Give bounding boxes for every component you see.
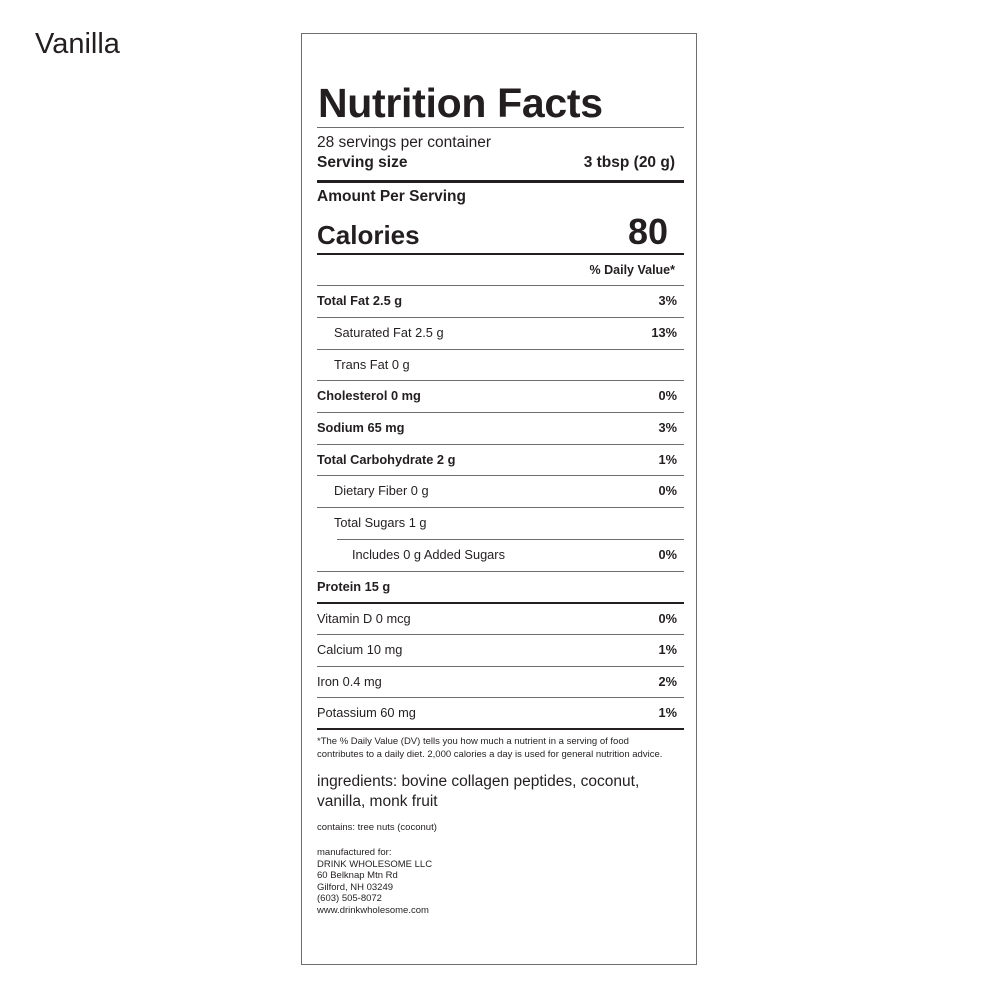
manufacturer-website: www.drinkwholesome.com (317, 904, 429, 916)
manufacturer-heading: manufactured for: (317, 847, 392, 858)
vitamin-name: Iron 0.4 mg (317, 674, 382, 689)
nutrient-name: Saturated Fat 2.5 g (334, 325, 444, 340)
serving-size-value: 3 tbsp (20 g) (583, 154, 675, 171)
nutrient-row-cholesterol (317, 381, 684, 412)
nutrient-row-total-sugars (317, 508, 684, 539)
manufacturer-name: DRINK WHOLESOME LLC (317, 858, 433, 870)
manufacturer-block (317, 847, 432, 916)
vitamin-row-iron (317, 667, 684, 698)
nutrient-row-total-carbohydrate (317, 445, 684, 476)
vitamin-row-potassium (317, 698, 684, 729)
nutrient-row-sodium (317, 413, 684, 444)
nutrient-name: Dietary Fiber 0 g (334, 483, 429, 498)
nutrient-row-dietary-fiber (317, 476, 684, 507)
manufacturer-phone: (603) 505-8072 (317, 893, 382, 904)
nutrient-name: Total Carbohydrate 2 g (317, 452, 456, 467)
nutrient-daily-value: 13% (651, 325, 677, 340)
nutrient-name: Trans Fat 0 g (334, 357, 410, 372)
nutrient-name: Total Fat 2.5 g (317, 293, 403, 308)
nutrient-name: Cholesterol 0 mg (317, 388, 421, 403)
nutrient-name: Protein 15 g (317, 579, 391, 594)
nutrient-daily-value: 3% (658, 293, 677, 308)
vitamin-row-vitamin-d (317, 604, 684, 635)
nutrient-name: Total Sugars 1 g (334, 515, 427, 530)
divider (317, 127, 684, 128)
servings-per-container: 28 servings per container (317, 134, 492, 151)
nutrient-name: Sodium 65 mg (317, 420, 405, 435)
vitamin-row-calcium (317, 635, 684, 666)
nutrient-row-added-sugars (317, 540, 684, 571)
divider-thick (317, 180, 684, 183)
nutrient-row-saturated-fat (317, 318, 684, 349)
nutrition-facts-label (301, 33, 697, 965)
nutrient-daily-value: 1% (658, 452, 677, 467)
vitamin-daily-value: 2% (658, 674, 677, 689)
vitamin-name: Vitamin D 0 mcg (317, 611, 411, 626)
ingredients: ingredients: bovine collagen peptides, coconut, vanilla, monk fruit (317, 773, 640, 810)
manufacturer-street: 60 Belknap Mtn Rd (317, 870, 398, 881)
label-title: Nutrition Facts (318, 80, 603, 126)
allergen-statement: contains: tree nuts (coconut) (317, 822, 437, 833)
nutrient-name: Includes 0 g Added Sugars (352, 547, 505, 562)
vitamin-name: Potassium 60 mg (317, 705, 416, 720)
divider-medium (317, 253, 684, 255)
divider-medium (317, 728, 684, 730)
nutrient-row-protein (317, 572, 684, 603)
amount-per-serving: Amount Per Serving (317, 188, 466, 205)
vitamin-daily-value: 1% (658, 642, 677, 657)
nutrient-daily-value: 3% (658, 420, 677, 435)
calories-value: 80 (627, 211, 668, 252)
flavor-title: Vanilla (35, 28, 120, 60)
nutrient-row-trans-fat (317, 350, 684, 381)
vitamin-daily-value: 0% (658, 611, 677, 626)
nutrient-daily-value: 0% (658, 483, 677, 498)
nutrient-daily-value: 0% (658, 547, 677, 562)
nutrient-row-total-fat (317, 286, 684, 317)
nutrient-daily-value: 0% (658, 388, 677, 403)
daily-value-footnote: *The % Daily Value (DV) tells you how much a nutrient in a serving of food contributes to a daily diet. 2,000 calories a day is used for general nutrition advice. (317, 736, 663, 760)
daily-value-header: % Daily Value* (589, 263, 675, 277)
vitamin-name: Calcium 10 mg (317, 642, 403, 657)
manufacturer-city: Gilford, NH 03249 (317, 881, 394, 893)
vitamin-daily-value: 1% (658, 705, 677, 720)
serving-size-label: Serving size (317, 154, 408, 171)
calories-label: Calories (317, 220, 420, 250)
